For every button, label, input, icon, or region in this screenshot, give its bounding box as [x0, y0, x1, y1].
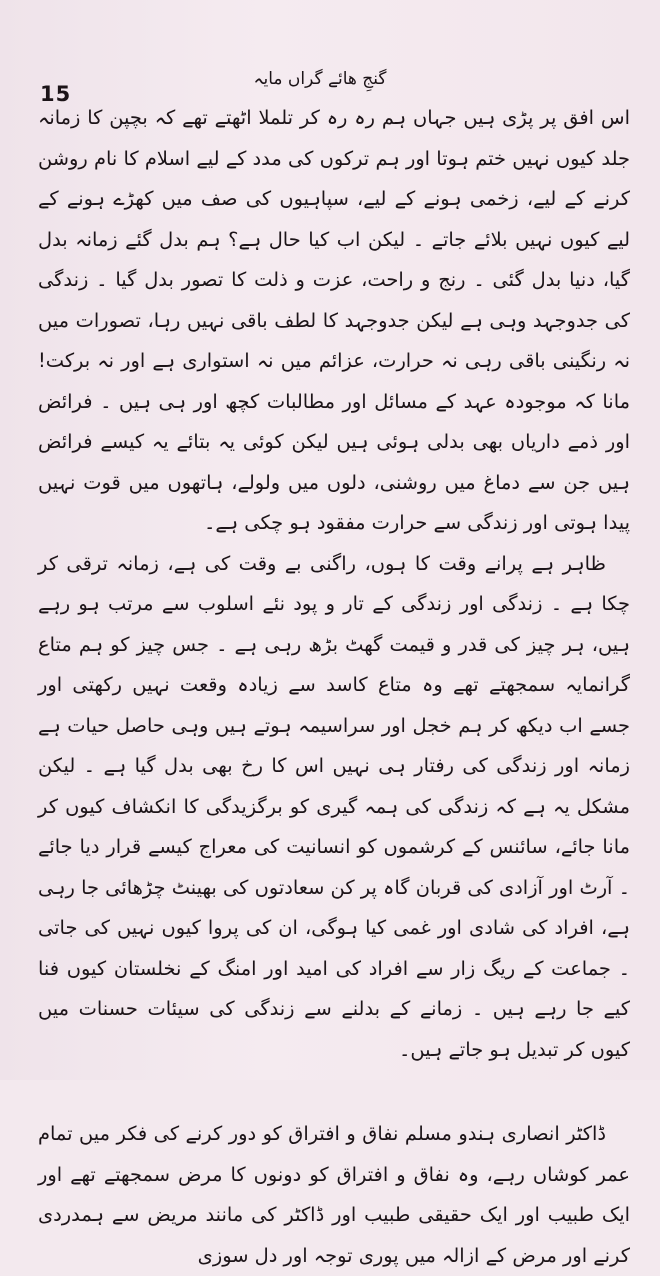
paragraph: ظاہر ہے پرانے وقت کا ہوں، راگنی بے وقت کی ہے، زمانہ ترقی کر چکا ہے ۔ زندگی اور زندگی کے تار و پود نئے اسلوب سے مرتب ہو رہے ہیں، ہر چیز کی قدر و قیمت گھٹ بڑھ رہی ہے ۔ جس چیز کو ہم متاع گرانمایہ سمجھتے تھے وہ متاع کاسد سے زیادہ وقعت نہیں رکھتی اور جسے اب دیکھ کر ہم خجل اور سراسیمہ ہوتے ہیں وہی حاصل حیات ہے زمانہ اور زندگی کی رفتار ہی نہیں اس کا رخ بھی بدل گیا ہے ۔ لیکن مشکل یہ ہے کہ زندگی کی ہمہ گیری کو برگزیدگی کا انکشاف کیوں کر مانا جائے، سائنس کے کرشموں کو انسانیت کی معراج کیسے قرار دیا جائے ۔ آرٹ اور آزادی کی قربان گاہ پر کن سعادتوں کی بھینٹ چڑھائی جا رہی ہے، افراد کی شادی اور غمی کیا ہوگی، ان کی پروا کیوں نہیں کی جاتی ۔ جماعت کے ریگ زار سے افراد کی امید اور امنگ کے نخلستان کیوں فنا کیے جا رہے ہیں ۔ زمانے کے بدلنے سے زندگی کی سیئات حسنات میں کیوں کر تبدیل ہو جاتے ہیں۔ [38, 551, 630, 1061]
paragraph: ڈاکٹر انصاری ہندو مسلم نفاق و افتراق کو دور کرنے کی فکر میں تمام عمر کوشاں رہے، وہ نفاق و افتراق کو دونوں کا مرض سمجھتے تھے اور ایک طبیب اور ایک حقیقی طبیب اور ڈاکٹر کی مانند مریض سے ہمدردی کرنے اور مرض کے ازالہ میں پوری توجہ اور دل سوزی [38, 1122, 630, 1267]
page-number: 15 [40, 82, 72, 106]
running-title: گنجِ ھائے گراں مایہ [253, 69, 387, 89]
paragraph: اس افق پر پڑی ہیں جہاں ہم رہ رہ کر تلملا اٹھتے تھے کہ بچپن کا زمانہ جلد کیوں نہیں ختم ہوتا اور ہم ترکوں کی مدد کے لیے اسلام کا نام روشن کرنے کے لیے، زخمی ہونے کے لیے، سپاہیوں کی صف میں کھڑے ہونے کے لیے کیوں نہیں بلائے جاتے ۔ لیکن اب کیا حال ہے؟ ہم بدل گئے زمانہ بدل گیا، دنیا بدل گئی ۔ رنج و راحت، عزت و ذلت کا تصور بدل گیا ۔ زندگی کی جدوجہد وہی ہے لیکن جدوجہد کا لطف باقی نہیں رہا، تصورات میں نہ رنگینی باقی رہی نہ حرارت، عزائم میں نہ استواری ہے اور نہ برکت! مانا کہ موجودہ عہد کے مسائل اور مطالبات کچھ اور ہی ہیں ۔ فرائض اور ذمے داریاں بھی بدلی ہوئی ہیں لیکن کوئی یہ بتائے یہ کیسے فرائض ہیں جن سے دماغ میں روشنی، دلوں میں ولولے، ہاتھوں میں قوت نہیں پیدا ہوتی اور زندگی سے حرارت مفقود ہو چکی ہے۔ [38, 106, 630, 534]
paragraph-gap [38, 1070, 630, 1114]
page-body [38, 98, 630, 1276]
